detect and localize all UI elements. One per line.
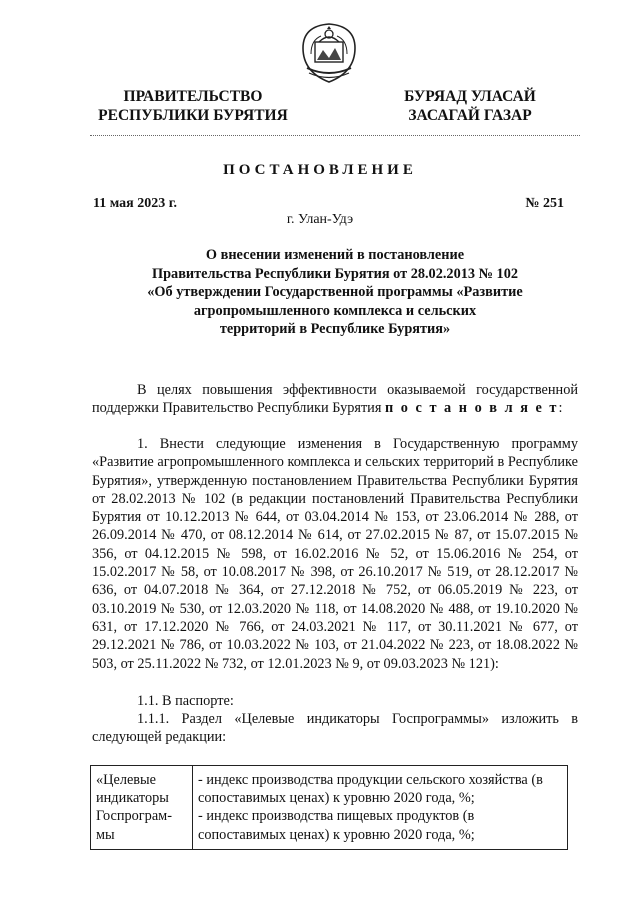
- subject-line: «Об утверждении Государственной программы «Развитие: [147, 284, 523, 300]
- subject-line: Правительства Республики Бурятия от 28.02.2013 № 102: [151, 265, 518, 282]
- item-1-text: 1. Внести следующие изменения в Государственную программу «Развитие агропромышленного комплекса и сельских территорий в Республике Бурятия», утвержденную постановлением Правительства Республики Бурятия от 28.02.2013 № 102 (в редакции постановлений Правительства Республики Бурятия от 10.12.2013 № 644, от 03.04.2014 № 153, от 23.06.2014 № 288, от 26.09.2014 № 470, от 08.12.2014 № 614, от 27.02.2015 № 87, от 15.07.2015 № 356, от 04.12.2015 № 598, от 16.02.2016 № 52, от 15.06.2016 № 254, от 15.02.2017 № 58, от 10.08.2017 № 398, от 26.10.2017 № 519, от 28.12.2017 № 636, от 04.07.2018 № 364, от 27.12.2018 № 752, от 06.05.2019 № 223, от 03.10.2019 № 530, от 12.03.2020 № 118, от 14.08.2020 № 488, от 19.10.2020 № 631, от 17.12.2020 № 766, от 24.03.2021 № 117, от 30.11.2021 № 677, от 29.12.2021 № 786, от 10.03.2022 № 103, от 21.04.2022 № 223, от 18.08.2022 № 503, от 25.11.2022 № 732, от 12.01.2023 № 9, от 09.03.2023 № 121):: [92, 436, 578, 672]
- document-date: 11 мая 2023 г.: [93, 196, 178, 211]
- header-right-line-2: ЗАСАГАЙ ГАЗАР: [408, 107, 532, 124]
- indicators-table: [90, 765, 568, 850]
- indicator-item: - индекс производства продукции сельского хозяйства (в сопоставимых ценах) к уровню 2020 года, %;: [198, 772, 543, 807]
- header-left: [93, 87, 293, 125]
- header-divider: [90, 135, 580, 136]
- item-1-1-1-text: 1.1.1. Раздел «Целевые индикаторы Госпрограммы» изложить в следующей редакции:: [92, 711, 578, 746]
- header-right-line-1: БУРЯАД УЛАСАЙ: [404, 88, 536, 105]
- document-number: № 251: [525, 196, 564, 211]
- subject-line: территорий в Республике Бурятия»: [219, 321, 451, 337]
- table-left-cell: «Целевые индикаторы Госпрограм-мы: [91, 766, 193, 850]
- document-city: г. Улан-Удэ: [286, 212, 354, 227]
- item-1-paragraph: [92, 435, 578, 673]
- intro-end: :: [558, 400, 563, 417]
- indicator-item: - индекс производства пищевых продуктов (в сопоставимых ценах) к уровню 2020 года, %;: [198, 808, 475, 843]
- header-left-line-1: ПРАВИТЕЛЬСТВО: [123, 88, 263, 105]
- coat-of-arms-emblem: [297, 20, 361, 84]
- document-type: ПОСТАНОВЛЕНИЕ: [223, 162, 417, 178]
- item-1-1-1-paragraph: [92, 710, 578, 747]
- header-right: [394, 87, 546, 125]
- item-1-1-paragraph: [92, 692, 578, 710]
- document-subject: [90, 246, 580, 339]
- intro-text: В целях повышения эффективности оказываемой государственной поддержки Правительство Республики Бурятия: [92, 382, 578, 417]
- table-row: [91, 766, 568, 850]
- item-1-1-text: 1.1. В паспорте:: [137, 693, 234, 709]
- header-left-line-2: РЕСПУБЛИКИ БУРЯТИЯ: [98, 107, 288, 124]
- intro-verb: п о с т а н о в л я е т: [385, 400, 559, 417]
- intro-paragraph: [92, 381, 578, 418]
- subject-line: агропромышленного комплекса и сельских: [193, 302, 477, 319]
- subject-line: О внесении изменений в постановление: [205, 247, 465, 263]
- table-right-cell: [193, 766, 568, 850]
